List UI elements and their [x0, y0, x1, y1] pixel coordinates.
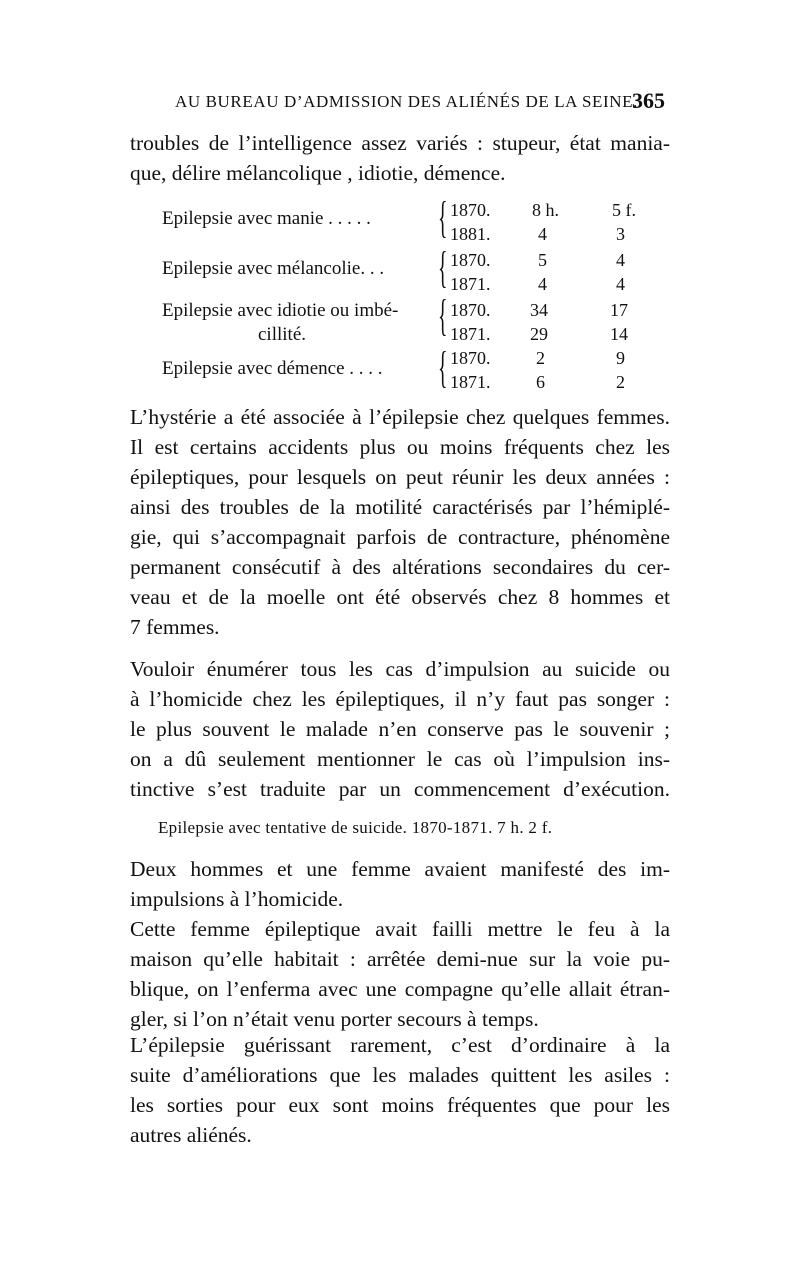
- table-cell-men: 8 h.: [532, 200, 559, 220]
- table-cell-men: 4: [538, 274, 547, 294]
- table-cell-men: 6: [536, 372, 545, 392]
- text-line: maison qu’elle habitait : arrêtée demi-nue sur la voie pu-: [130, 947, 670, 971]
- table-cell-women: 17: [610, 300, 628, 320]
- text-line: gler, si l’on n’était venu porter secours à temps.: [130, 1007, 539, 1031]
- paragraph-discharge: [130, 1030, 670, 1150]
- text-line: suite d’améliorations que les malades quittent les asiles :: [130, 1063, 670, 1087]
- text-line: à l’homicide chez les épileptiques, il n’y faut pas songer :: [130, 687, 670, 711]
- paragraph-hysteria: [130, 402, 670, 642]
- brace: {: [438, 343, 448, 392]
- table-cell-year: 1870.: [450, 200, 491, 220]
- table-cell-women: 2: [616, 372, 625, 392]
- text-line: Il est certains accidents plus ou moins fréquents chez les: [130, 435, 670, 459]
- text-line: permanent consécutif à des altérations secondaires du cer-: [130, 555, 670, 579]
- text-line: veau et de la moelle ont été observés chez 8 hommes et: [130, 585, 670, 609]
- table-cell-women: 4: [616, 274, 625, 294]
- text-line: que, délire mélancolique , idiotie, démence.: [130, 161, 506, 185]
- text-line: les sorties pour eux sont moins fréquentes que pour les: [130, 1093, 670, 1117]
- table-cell-year: 1870.: [450, 300, 491, 320]
- table-cell-women: 4: [616, 250, 625, 270]
- text-line: impulsions à l’homicide.: [130, 887, 344, 911]
- text-line: tinctive s’est traduite par un commencement d’exécution.: [130, 777, 670, 801]
- table-cell-year: 1871.: [450, 372, 491, 392]
- text-line: on a dû seulement mentionner le cas où l’impulsion ins-: [130, 747, 670, 771]
- text-line: 7 femmes.: [130, 615, 220, 639]
- table-cell-women: 5 f.: [612, 200, 636, 220]
- brace: {: [438, 193, 448, 242]
- table-row-label: Epilepsie avec démence . . . .: [162, 358, 383, 379]
- text-line: Vouloir énumérer tous les cas d’impulsion au suicide ou: [130, 657, 670, 681]
- text-line: Deux hommes et une femme avaient manifesté des im-: [130, 857, 670, 881]
- table-cell-men: 29: [530, 324, 548, 344]
- text-line: blique, on l’enferma avec une compagne qu’elle allait étran-: [130, 977, 670, 1001]
- intro-paragraph: [130, 128, 670, 188]
- paragraph-case: [130, 914, 670, 1034]
- text-line: L’épilepsie guérissant rarement, c’est d’ordinaire à la: [130, 1033, 670, 1057]
- table-cell-year: 1871.: [450, 324, 491, 344]
- paragraph-impulsion: [130, 654, 670, 804]
- brace: {: [438, 291, 448, 340]
- page-number: 365: [632, 88, 665, 113]
- table-cell-year: 1881.: [450, 224, 491, 244]
- text-line: L’hystérie a été associée à l’épilepsie chez quelques femmes.: [130, 405, 670, 429]
- text-line: le plus souvent le malade n’en conserve pas le souvenir ;: [130, 717, 670, 741]
- text-line: épileptiques, pour lesquels on peut réunir les deux années :: [130, 465, 670, 489]
- table-cell-women: 3: [616, 224, 625, 244]
- text-line: ainsi des troubles de la motilité caractérisés par l’hémiplé-: [130, 495, 670, 519]
- table-cell-year: 1870.: [450, 348, 491, 368]
- suicide-statistic: Epilepsie avec tentative de suicide. 1870-1871. 7 h. 2 f.: [158, 818, 553, 837]
- table-cell-men: 4: [538, 224, 547, 244]
- running-title: AU BUREAU D’ADMISSION DES ALIÉNÉS DE LA SEINE.: [175, 92, 638, 111]
- text-line: Cette femme épileptique avait failli mettre le feu à la: [130, 917, 670, 941]
- table-cell-women: 9: [616, 348, 625, 368]
- table-cell-men: 5: [538, 250, 547, 270]
- text-line: autres aliénés.: [130, 1123, 252, 1147]
- text-line: troubles de l’intelligence assez variés : stupeur, état mania-: [130, 131, 670, 155]
- table-cell-year: 1871.: [450, 274, 491, 294]
- table-row-label-continued: cillité.: [258, 324, 307, 345]
- table-cell-men: 2: [536, 348, 545, 368]
- table-cell-women: 14: [610, 324, 628, 344]
- paragraph-homicide: [130, 854, 670, 914]
- text-line: gie, qui s’accompagnait parfois de contracture, phénomène: [130, 525, 670, 549]
- table-row-label: Epilepsie avec idiotie ou imbé-: [162, 300, 399, 321]
- table-cell-year: 1870.: [450, 250, 491, 270]
- brace: {: [438, 243, 448, 292]
- table-row-label: Epilepsie avec manie . . . . .: [162, 208, 371, 229]
- table-cell-men: 34: [530, 300, 548, 320]
- table-row-label: Epilepsie avec mélancolie. . .: [162, 258, 385, 279]
